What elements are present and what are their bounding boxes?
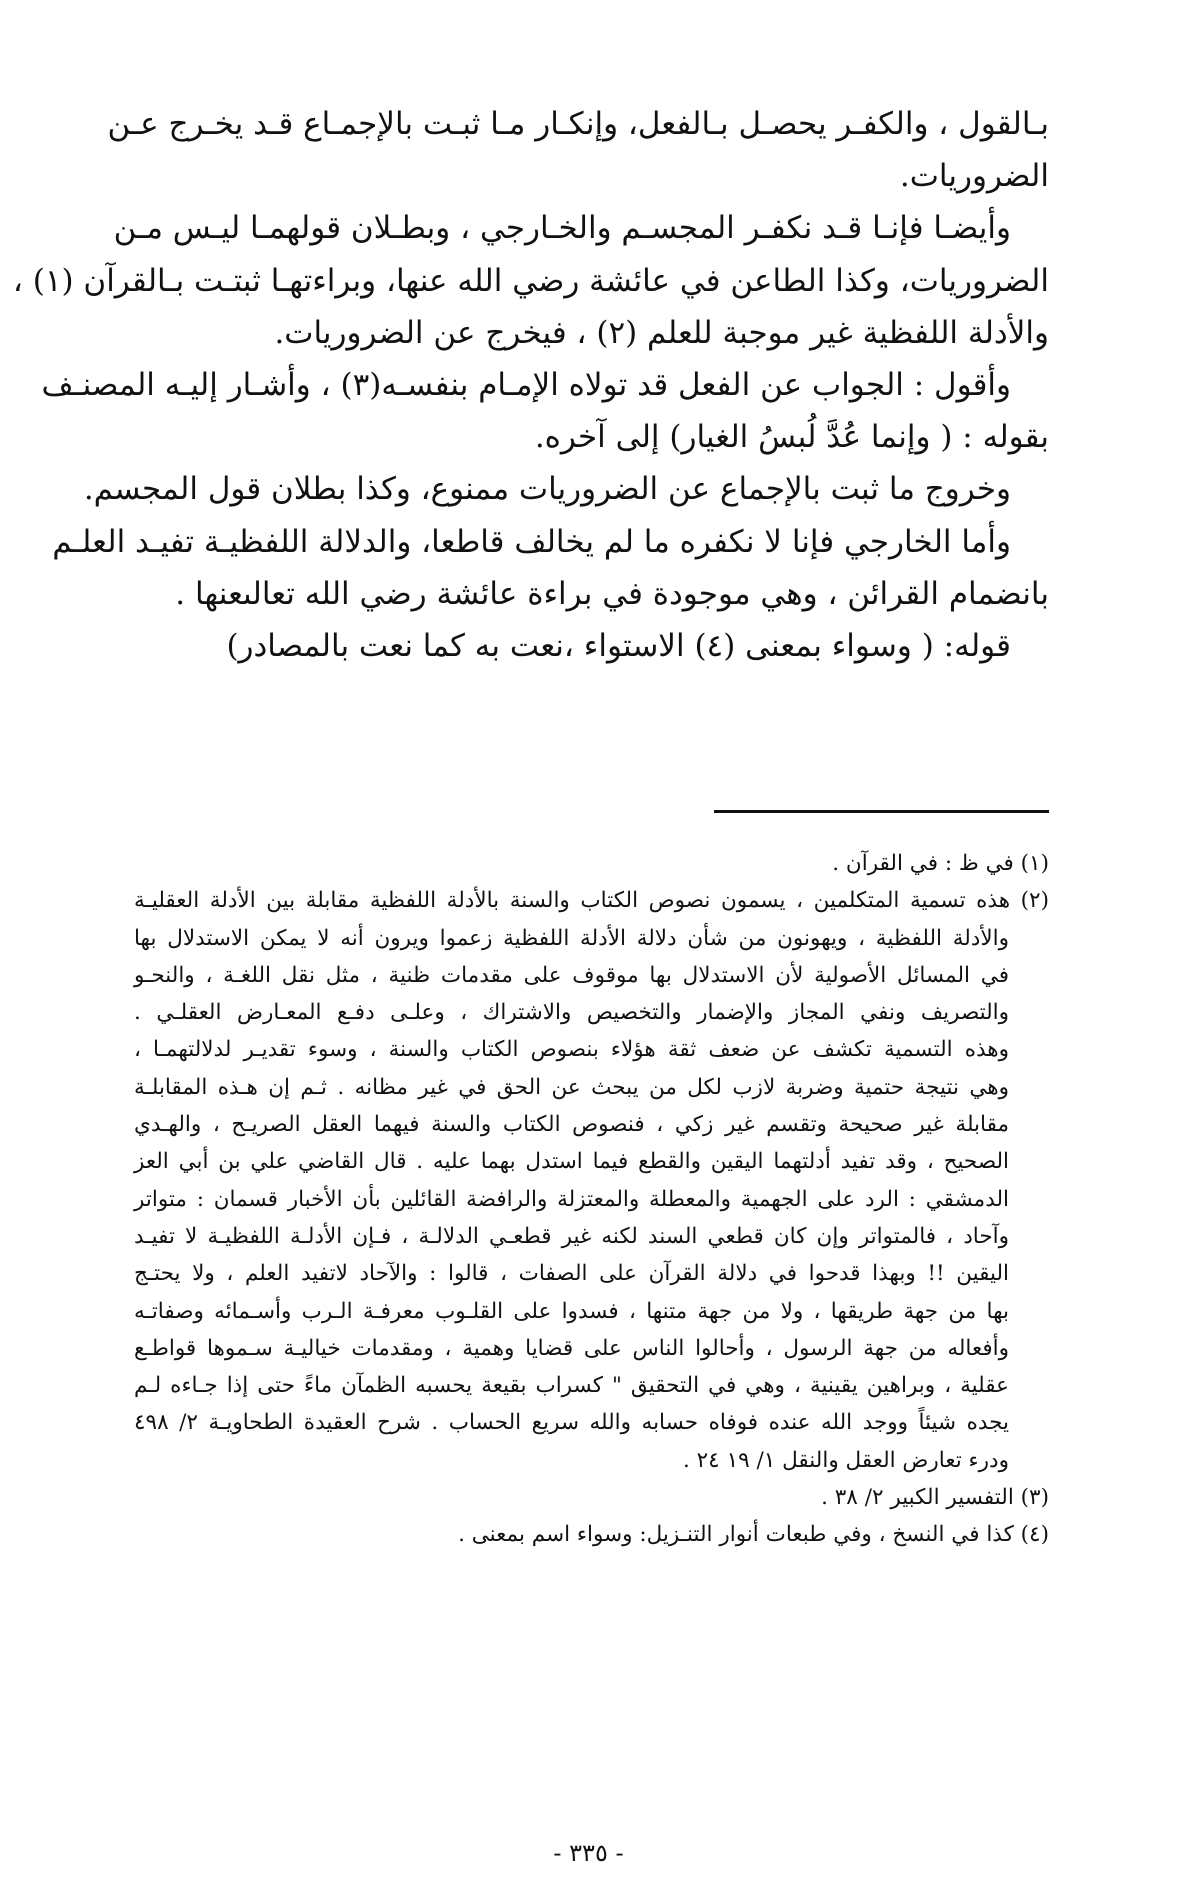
text-line: والأدلة اللفظية غير موجبة للعلم (٢) ، فيخرج عن الضروريات.	[274, 314, 1049, 351]
text-line: وأقول : الجواب عن الفعل قد تولاه الإمـام بنفسـه(٣) ، وأشـار إليـه المصنـف	[41, 366, 1011, 403]
text-line: الضروريات.	[899, 158, 1049, 195]
text-line: وأيضـا فإنـا قـد نكفـر المجسـم والخـارجي ، وبطـلان قولهمـا ليـس مـن	[113, 210, 1011, 247]
footnote-line: عقلية ، وبراهين يقينية ، وهي في التحقيق " كسراب بقيعة يحسبه الظمآن ماءً حتى إذا جـاءه لـم	[134, 1373, 1009, 1399]
footnote-line: بها من جهة طريقها ، ولا من جهة متنها ، فسدوا على القلـوب معرفـة الـرب وأسـمائه وصفاتـه	[134, 1298, 1009, 1324]
footnote-line: وأفعاله من جهة الرسول ، وأحالوا الناس على قضايا وهمية ، ومقدمات خياليـة سـموها قواطـع	[134, 1335, 1009, 1361]
footnote-separator	[714, 810, 1049, 813]
footnote-line: (١) في ظ : في القرآن .	[832, 851, 1049, 876]
footnote-line: والأدلة اللفظية ، ويهونون من شأن دلالة الأدلة اللفظية زعموا ويرون أنه لا يمكن الاستدلال بها	[134, 925, 1009, 951]
footnote-line: اليقين !! وبهذا قدحوا في دلالة القرآن على الصفات ، قالوا : والآحاد لاتفيد العلم ، ولا يحتـج	[134, 1261, 1009, 1287]
footnote-line: وآحاد ، فالمتواتر وإن كان قطعي السند لكنه غير قطعـي الدلالـة ، فـإن الأدلـة اللفظيـة لا تفيـد	[134, 1223, 1009, 1249]
footnote-line: وهي نتيجة حتمية وضربة لازب لكل من يبحث عن الحق في غير مظانه . ثـم إن هـذه المقابلـة	[134, 1074, 1009, 1100]
text-line: وخروج ما ثبت بالإجماع عن الضروريات ممنوع، وكذا بطلان قول المجسم.	[83, 471, 1011, 508]
footnote-line: الدمشقي : الرد على الجهمية والمعطلة والمعتزلة والرافضة القائلين بأن الأخبار قسمان : متواتر	[134, 1186, 1009, 1212]
text-line: قوله: ( وسواء بمعنى (٤) الاستواء ،نعت به كما نعت بالمصادر)	[226, 627, 1011, 664]
footnote-line: في المسائل الأصولية لأن الاستدلال بها موقوف على مقدمات ظنية ، مثل نقل اللغـة ، والنحـو	[134, 962, 1009, 988]
text-line: بـالقول ، والكفـر يحصـل بـالفعل، وإنكـار مـا ثبـت بالإجمـاع قـد يخـرج عـن	[107, 106, 1049, 142]
footnote-line: (٢) هذه تسمية المتكلمين ، يسمون نصوص الكتاب والسنة بالأدلة اللفظية مقابلة بين الأدلة العقليـة	[134, 888, 1049, 914]
footnote-line: وهذه التسمية تكشف عن ضعف ثقة هؤلاء بنصوص الكتاب والسنة ، وسوء تقديـر لدلالتهمـا ،	[134, 1037, 1009, 1063]
text-line: الضروريات، وكذا الطاعن في عائشة رضي الله عنها، وبراءتهـا ثبتـت بـالقرآن (١) ،	[12, 262, 1049, 299]
page-number: - ٣٣٥ -	[553, 1839, 624, 1867]
footnote-line: الصحيح ، وقد تفيد أدلتهما اليقين والقطع فيما استدل بهما عليه . قال القاضي علي بن أبي العز	[134, 1149, 1009, 1175]
text-line: بانضمام القرائن ، وهي موجودة في براءة عائشة رضي الله تعالىعنها .	[175, 575, 1049, 612]
footnote-line: مقابلة غير صحيحة وتقسم غير زكي ، فنصوص الكتاب والسنة فيهما العقل الصريـح ، والهـدي	[134, 1112, 1009, 1138]
text-line: وأما الخارجي فإنا لا نكفره ما لم يخالف قاطعا، والدلالة اللفظيـة تفيـد العلـم	[52, 523, 1011, 560]
footnote-line: ودرء تعارض العقل والنقل ١/ ١٩ ٢٤ .	[682, 1447, 1009, 1473]
footnote-line: يجده شيئاً ووجد الله عنده فوفاه حسابه والله سريع الحساب . شرح العقيدة الطحاويـة ٢/ ٤٩٨	[134, 1410, 1009, 1436]
footnotes	[134, 845, 1049, 1554]
footnote-line: والتصريف ونفي المجاز والإضمار والتخصيص والاشتراك ، وعلـى دفـع المعـارض العقلـي .	[134, 1000, 1009, 1026]
text-line: بقوله : ( وإنما عُدَّ لُبسُ الغيار) إلى آخره.	[534, 419, 1049, 456]
footnote-line: (٤) كذا في النسخ ، وفي طبعات أنوار التنـزيل: وسواء اسم بمعنى .	[458, 1522, 1049, 1548]
main-text	[12, 98, 1049, 672]
footnote-line: (٣) التفسير الكبير ٢/ ٣٨ .	[821, 1485, 1049, 1511]
